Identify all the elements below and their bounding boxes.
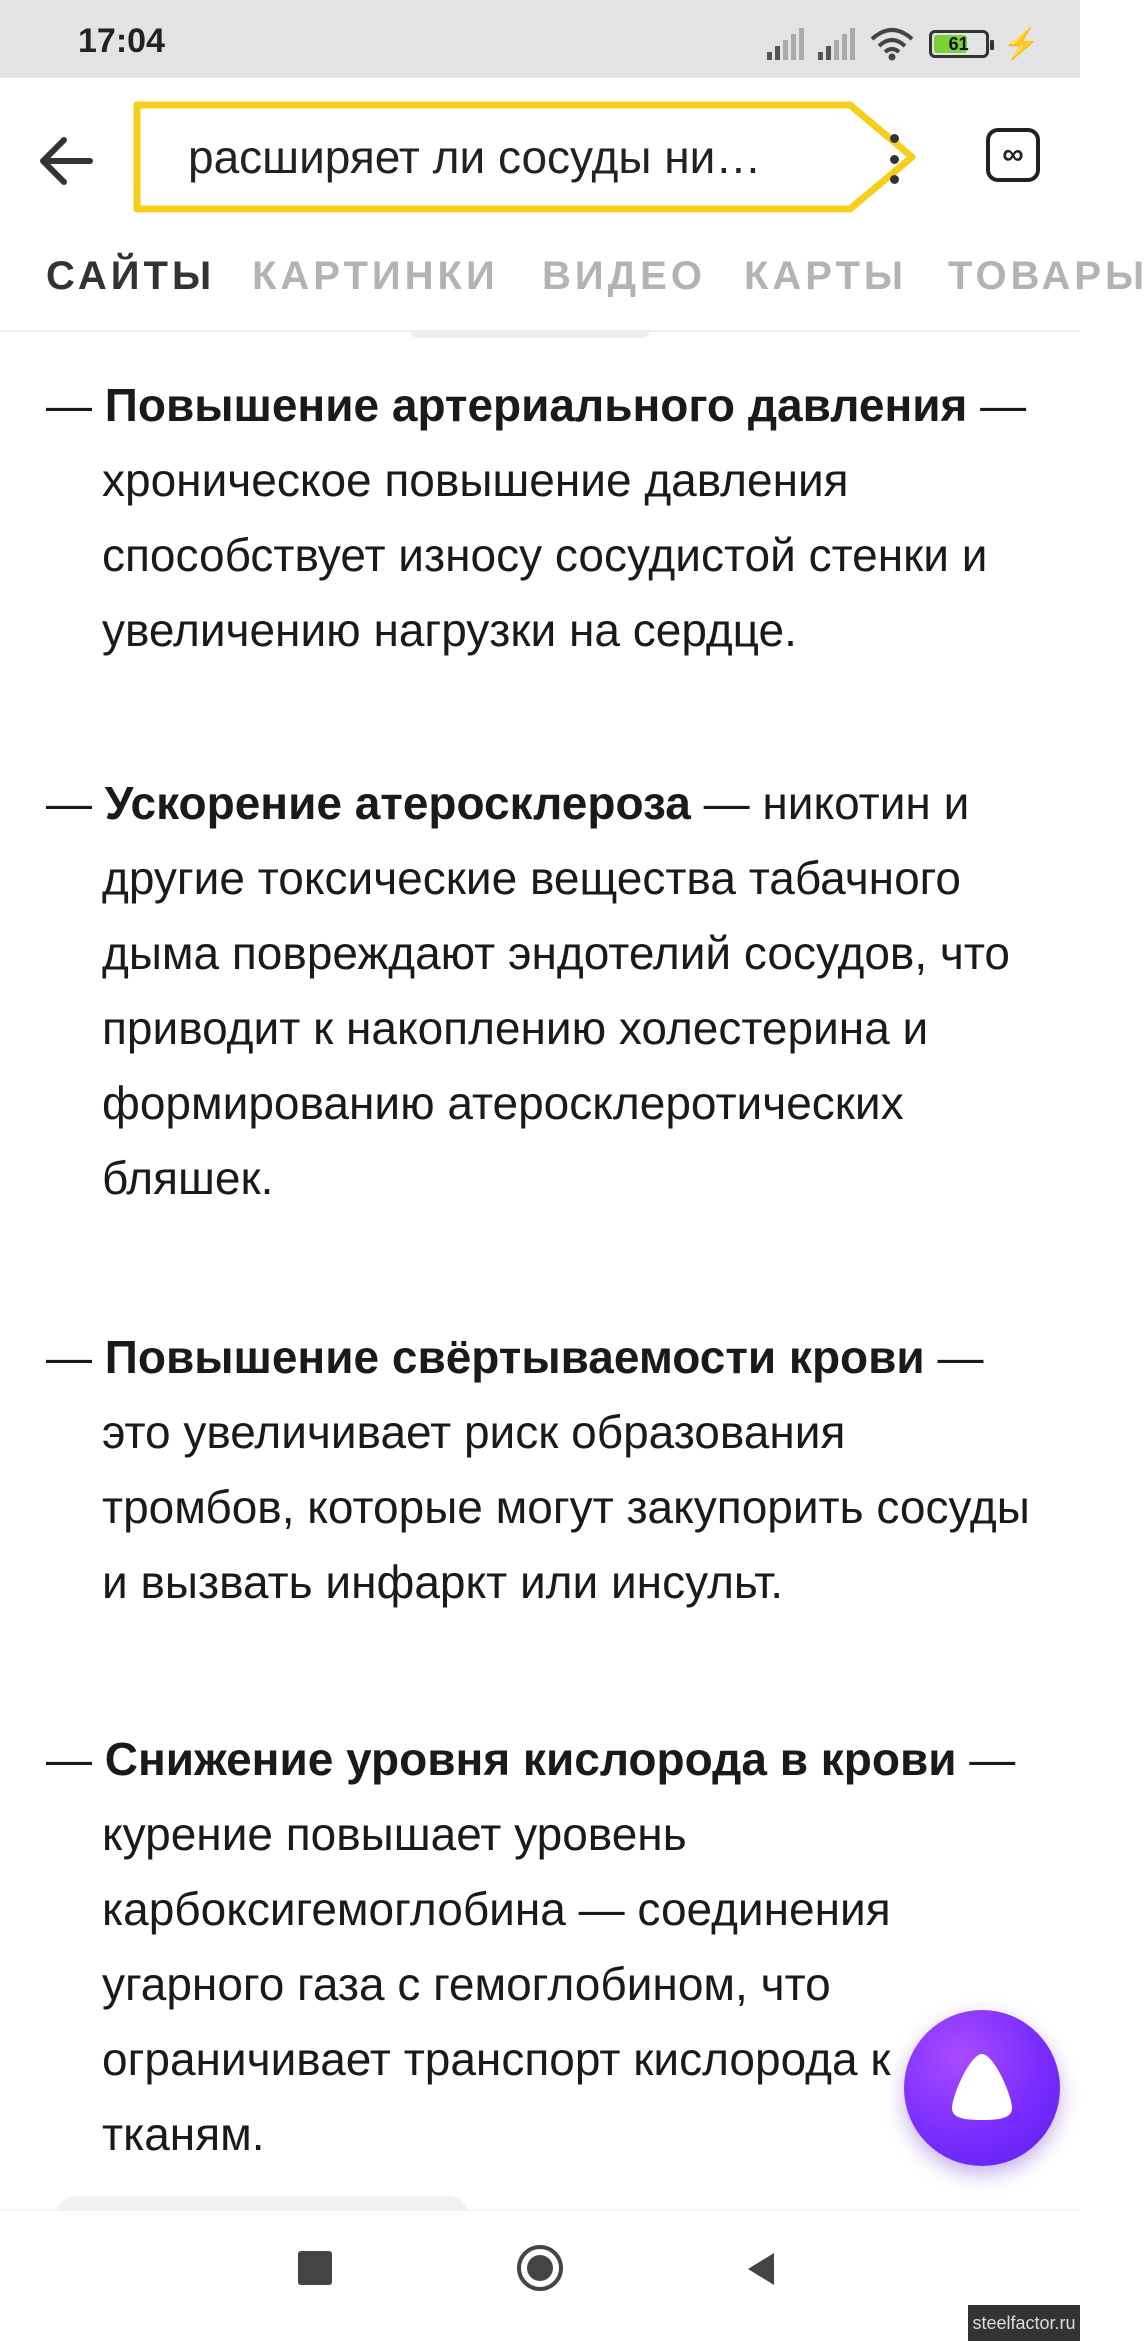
tab-goods[interactable]: ТОВАРЫ [948,254,1148,298]
alice-icon [948,2050,1016,2122]
item-title: Повышение артериального давления [104,379,968,431]
more-vert-icon[interactable] [884,134,904,184]
item-title: Ускорение атеросклероза [104,777,691,829]
signal-1-icon [767,28,804,60]
tabs-button[interactable]: ∞ [986,128,1040,182]
item-title: Снижение уровня кислорода в крови [104,1733,957,1785]
status-icons [767,24,1040,64]
battery-level: 61 [948,33,969,54]
list-item [46,368,1036,668]
tab-sites[interactable]: САЙТЫ [46,254,216,298]
item-text: — курение повышает уровень карбоксигемоглобина — соединения угарного газа с гемоглобином, что ограничивает транспорт кислорода к тканям. [102,1733,1016,2160]
item-dash: — [46,379,92,431]
system-nav-bar [0,2210,1080,2341]
tab-maps[interactable]: КАРТЫ [744,254,908,298]
list-item [46,1722,1036,2172]
alice-assistant-button[interactable] [904,2010,1060,2166]
wifi-icon [869,27,915,61]
charging-icon: ⚡ [1002,27,1040,61]
nav-back-icon[interactable] [742,2249,782,2289]
status-bar [0,0,1080,78]
item-title: Повышение свёртываемости крови [104,1331,925,1383]
item-dash: — [46,777,92,829]
search-header [0,78,1080,238]
signal-2-icon [818,28,855,60]
tab-images[interactable]: КАРТИНКИ [252,254,499,298]
search-input[interactable] [132,100,918,214]
list-item [46,1320,1036,1620]
item-dash: — [46,1733,92,1785]
item-text: — хроническое повышение давления способствует износу сосудистой стенки и увеличению нагрузки на сердце. [102,379,1027,656]
battery-icon [929,30,989,58]
item-dash: — [46,1331,92,1383]
item-text: — никотин и другие токсические вещества табачного дыма повреждают эндотелий сосудов, что приводит к накоплению холестерина и формированию атеросклеротических бляшек. [102,777,1011,1204]
list-item [46,766,1036,1216]
answer-content [0,330,1080,2210]
back-arrow-icon[interactable] [30,126,110,196]
recents-icon[interactable] [298,2251,332,2285]
scroll-handle [410,330,650,338]
status-time: 17:04 [78,22,165,60]
search-query: расширяет ли сосуды ни… [188,131,762,183]
watermark: steelfactor.ru [968,2305,1080,2341]
home-icon[interactable] [515,2243,565,2293]
item-text: — это увеличивает риск образования тромбов, которые могут закупорить сосуды и вызвать инфаркт или инсульт. [102,1331,1030,1608]
tab-video[interactable]: ВИДЕО [542,254,706,298]
category-tabs [0,238,1148,332]
